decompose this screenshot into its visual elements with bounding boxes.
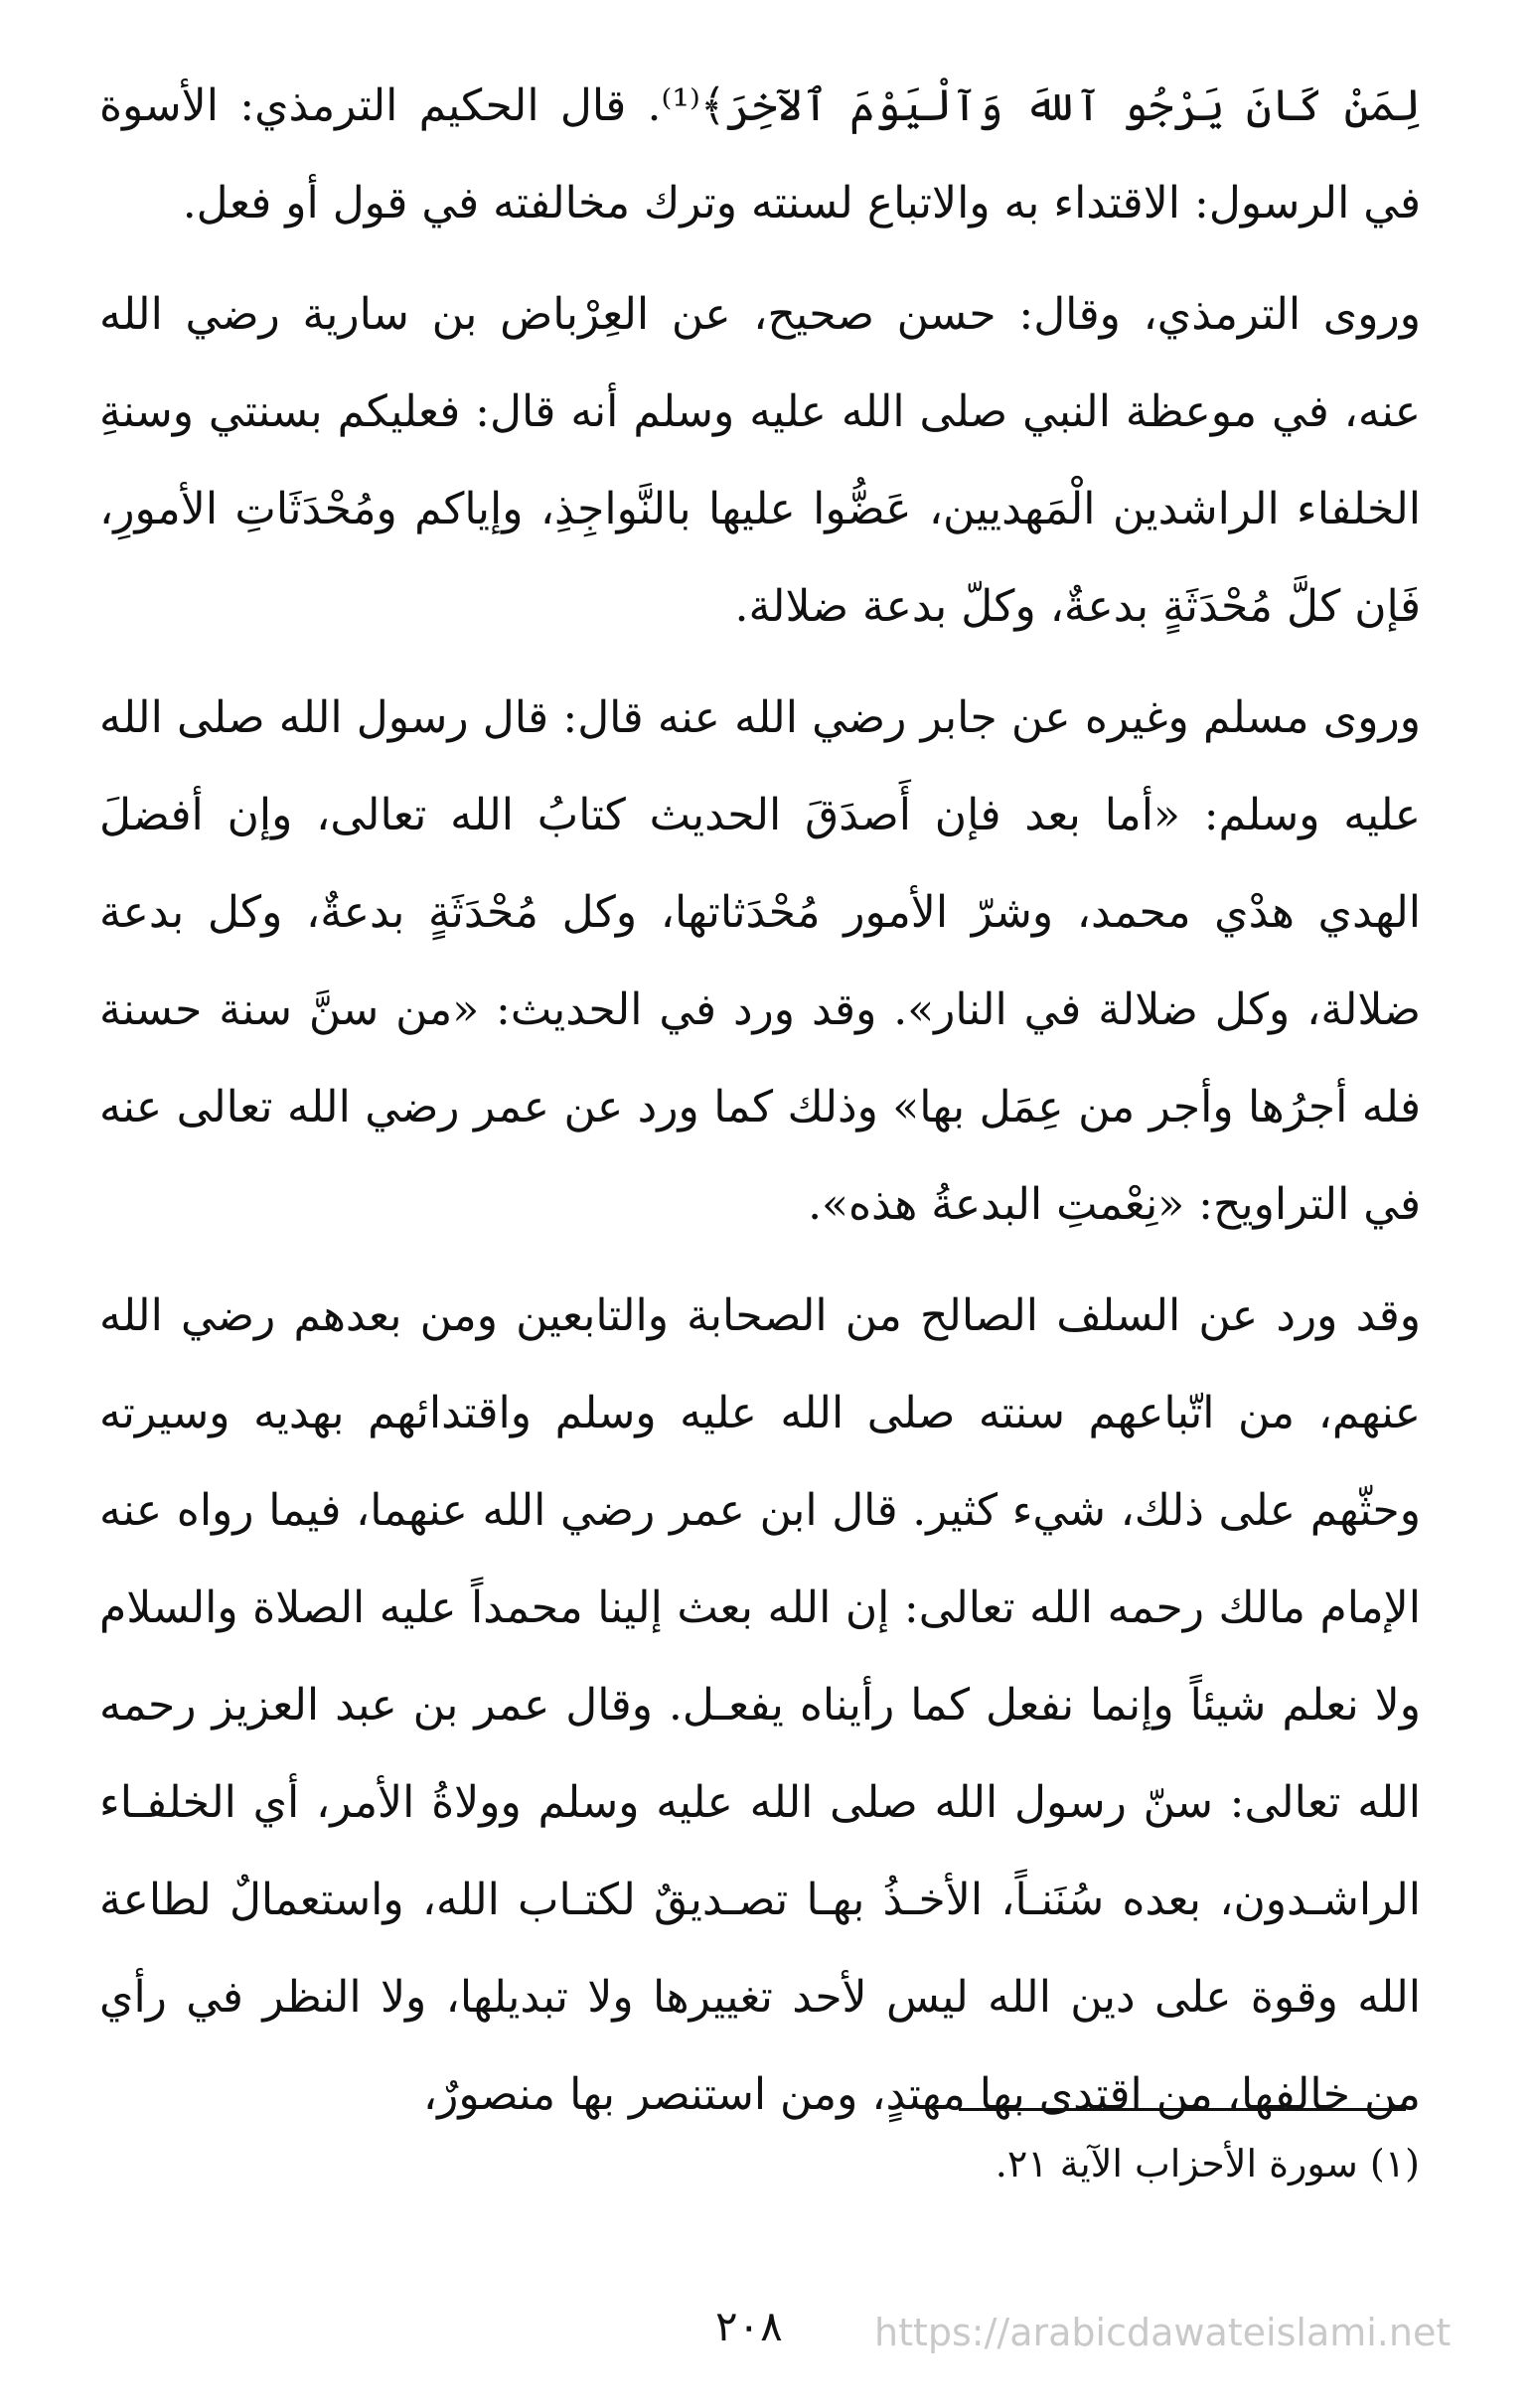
paragraph-3: وروى مسلم وغيره عن جابر رضي الله عنه قال: قال رسول الله صلى الله عليه وسلم: «أما بعد فإن أَصدَقَ الحديث كتابُ الله تعالى، وإن أفضلَ الهدي هدْي محمد، وشرّ الأمور مُحْدَثاتها، وكل مُحْدَثَةٍ بدعةٌ، وكل بدعة ضلالة، وكل ضلالة في النار». وقد ورد في الحديث: «من سنَّ سنة حسنة فله أجرُها وأجر من عِمَل بها» وذلك كما ورد عن عمر رضي الله تعالى عنه في التراويح: «نِعْمتِ البدعةُ هذه». [99, 692, 1421, 1230]
paragraph-1: لِمَنْ كَانَ يَرْجُو آللهَ وَآلْيَوْمَ ٱلآخِرَ﴾⁽¹⁾. قال الحكيم الترمذي: الأسوة في الرسول: الاقتداء به والاتباع لسنته وترك مخالفته في قول أو فعل. [99, 80, 1421, 228]
paragraph-4: وقد ورد عن السلف الصالح من الصحابة والتابعين ومن بعدهم رضي الله عنهم، من اتّباعهم سنته صلى الله عليه وسلم واقتدائهم بهديه وسيرته وحثّهم على ذلك، شيء كثير. قال ابن عمر رضي الله عنهما، فيما رواه عنه الإمام مالك رحمه الله تعالى: إن الله بعث إلينا محمداً عليه الصلاة والسلام ولا نعلم شيئاً وإنما نفعل كما رأيناه يفعـل. وقال عمر بن عبد العزيز رحمه الله تعالى: سنّ رسول الله صلى الله عليه وسلم وولاةُ الأمر، أي الخلفـاء الراشـدون، بعده سُنَنـاً، الأخـذُ بهـا تصـديقٌ لكتـاب الله، واستعمالٌ لطاعة الله وقوة على دين الله ليس لأحد تغييرها ولا تبديلها، ولا النظر في رأي من خالفها، من اقتدى بها مهتدٍ، ومن استنصر بها منصورٌ، [99, 1290, 1421, 2120]
page-body [99, 58, 1421, 2144]
footnote-divider [959, 2108, 1406, 2111]
footnote: (١) سورة الأحزاب الآية ٢١. [995, 2142, 1420, 2185]
paragraph-2: وروى الترمذي، وقال: حسن صحيح، عن العِرْباض بن سارية رضي الله عنه، في موعظة النبي صلى الله عليه وسلم أنه قال: فعليكم بسنتي وسنةِ الخلفاء الراشدين الْمَهديين، عَضُّوا عليها بالنَّواجِذِ، وإياكم ومُحْدَثَاتِ الأمورِ، فَإن كلَّ مُحْدَثَةٍ بدعةٌ، وكلّ بدعة ضلالة. [99, 289, 1421, 632]
page-number: ٢٠٨ [715, 2302, 783, 2350]
watermark-url: https://arabicdawateislami.net [874, 2311, 1452, 2354]
